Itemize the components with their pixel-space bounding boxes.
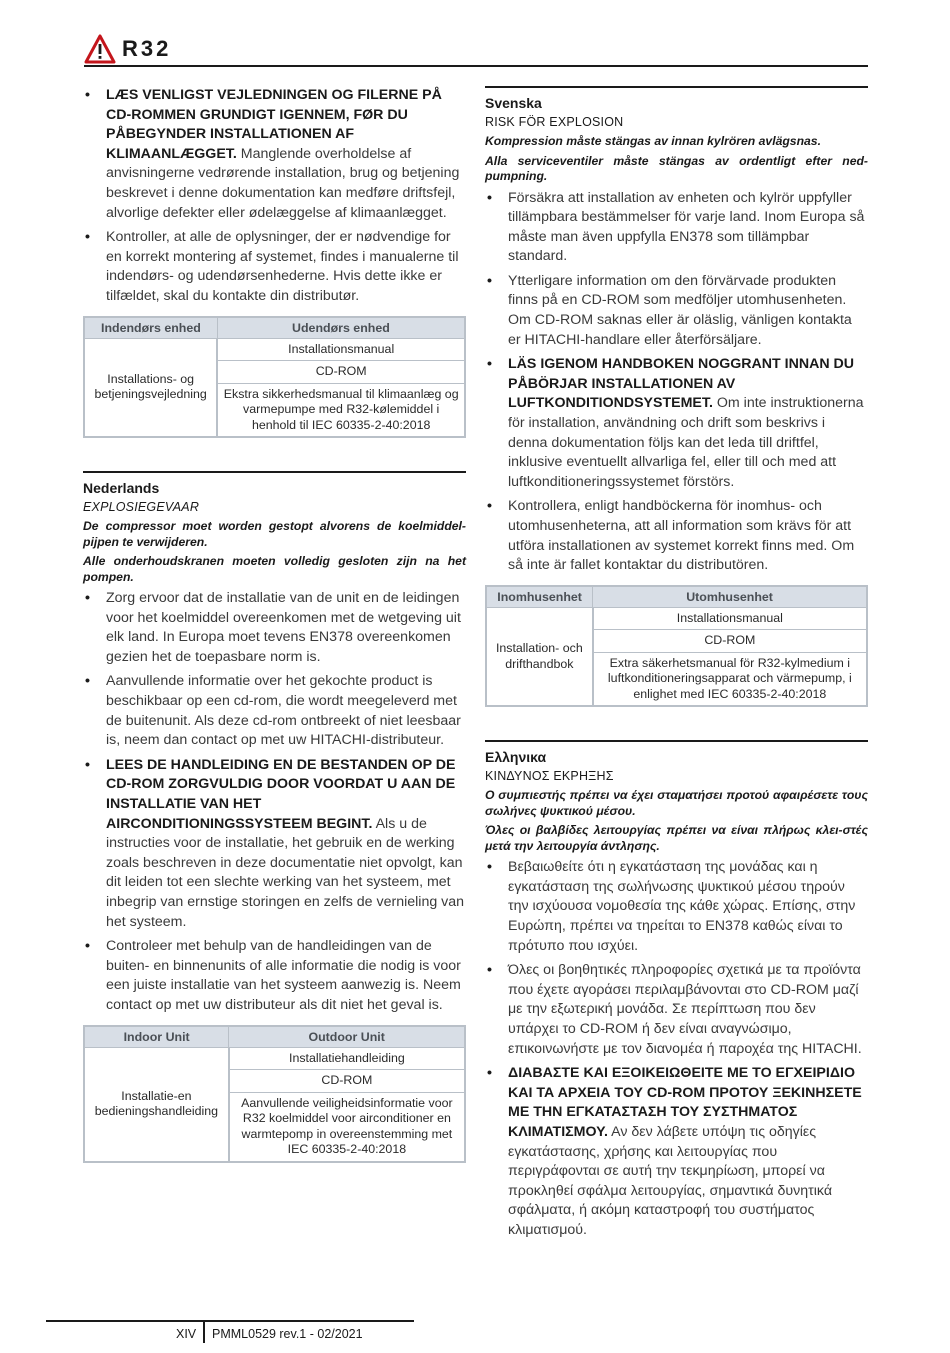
footer-divider: [203, 1321, 205, 1343]
warning-text: Alla serviceventiler måste stängas av ordentligt efter ned-pumpning.: [485, 153, 868, 183]
document-reference: PMML0529 rev.1 - 02/2021: [212, 1327, 363, 1341]
table-cell: CD-ROM: [217, 361, 465, 384]
table-cell: CD-ROM: [593, 630, 867, 653]
swedish-bullet-list: [485, 189, 868, 576]
table-header: Indendørs enhed: [84, 317, 217, 339]
warning-text: Όλες οι βαλβίδες λειτουργίας πρέπει να είναι πλήρως κλει-στές μετά την λειτουργία άντλησης.: [485, 823, 868, 853]
list-item: • Zorg ervoor dat de installatie van de unit en de leidingen voor het koelmiddel overeenkomen met de wetgeving uit elk land. In Europa moet tevens EN378 overeenkomen gezien het de toepasbare norm is.: [83, 589, 466, 667]
danish-manual-table: [83, 316, 466, 439]
table-header: Outdoor Unit: [229, 1026, 465, 1048]
page-number: XIV: [176, 1327, 197, 1341]
list-item: • ΔΙΑΒΑΣΤΕ ΚΑΙ ΕΞΟΙΚΕΙΩΘΕΙΤΕ ΜΕ ΤΟ ΕΓΧΕΙΡΙΔΙΟ ΚΑΙ ΤΑ ΑΡΧΕΙΑ ΤΟΥ CD-ROM ΠΡΟΤΟΥ ΞΕΚΙΝΗΣΕΤΕ ΜΕ ΤΗΝ ΕΓΚΑΤΑΣΤΑΣΗ ΤΟΥ ΣΥΣΤΗΜΑΤΟΣ ΚΛΙΜΑΤΙΣΜΟΥ. Αν δεν λάβετε υπόψη τις οδηγίες εγκατάστασης, χρήσης και λειτουργίας που περιγράφονται σε αυτή την τεκμηρίωση, μπορεί να προκληθεί σφάλμα λειτουργίας, σημαντικά δυνητικά σφάλματα, ή ακόμη καταστροφή του συστήματος κλιματισμού.: [485, 1064, 868, 1240]
risk-heading: RISK FÖR EXPLOSION: [485, 115, 624, 129]
right-column: [485, 86, 868, 1246]
greek-bullet-list: [485, 858, 868, 1240]
section-language-title: Nederlands: [83, 480, 160, 497]
section-language-title: Ελληνικα: [485, 749, 547, 766]
table-cell: Installationsmanual: [593, 607, 867, 630]
list-item: • Kontroller, at alle de oplysninger, der er nødvendige for en korrekt montering af systemet, findes i manualerne til indendørs- og udendørsenhederne. Hvis dette ikke er tilfældet, skal du kontakte din distributør.: [83, 228, 466, 306]
risk-heading: EXPLOSIEGEVAAR: [83, 500, 200, 515]
table-header: Inomhusenhet: [486, 586, 593, 608]
list-item: • LEES DE HANDLEIDING EN DE BESTANDEN OP DE CD-ROM ZORGVULDIG DOOR VOORDAT U AAN DE INSTALLATIE VAN HET AIRCONDITIONINGSSYSTEEM BEGINT. Als u de instructies voor de installatie, het gebruik en de werking zoals beschreven in deze documentatie niet opvolgt, kan dit leiden tot een slechte werking van het systeem, met inbegrip van ernstige storingen en zelfs de vernieling van het systeem.: [83, 756, 466, 932]
section-rule: [485, 86, 868, 88]
footer-rule: [46, 1320, 414, 1322]
warning-text: Kompression måste stängas av innan kylrören avlägsnas.: [485, 134, 821, 148]
section-language-title: Svenska: [485, 95, 542, 111]
list-item: • Aanvullende informatie over het gekochte product is beschikbaar op een cd-rom, die wordt meegeleverd met de buitenunit. Als deze cd-rom ontbreekt of niet leesbaar is, neem dan contact op met uw HITACHI-distributeur.: [83, 672, 466, 750]
header-rule: [84, 65, 868, 67]
table-cell: CD-ROM: [229, 1070, 465, 1093]
list-item: • Όλες οι βοηθητικές πληροφορίες σχετικά με τα προϊόντα που έχετε αγοράσει περιλαμβάνονται στο CD-ROM μαζί με την εξωτερική μονάδα. Σε περίπτωση που δεν υπάρχει το CD-ROM ή δεν είναι αναγνώσιμο, επικοινωνήστε με τον διανομέα ή παροχέα της HITACHI.: [485, 961, 868, 1059]
section-rule: [485, 740, 868, 742]
table-header: Indoor Unit: [84, 1026, 229, 1048]
table-cell: Extra säkerhetsmanual för R32-kylmedium i luftkonditioneringsapparat och värmepump, i enlighet med IEC 60335-2-40:2018: [593, 652, 867, 706]
table-header: Udendørs enhed: [217, 317, 465, 339]
list-item: • Ytterligare information om den förvärvade produkten finns på en CD-ROM som medföljer utomhusenheten. Om CD-ROM saknas eller är oläslig, vänligen kontakta er HITACHI-handlare eller återförsäljare.: [485, 272, 868, 350]
left-column: [83, 86, 466, 1163]
table-cell: Installations- og betjeningsvejledning: [84, 338, 217, 437]
table-cell: Installation- och drifthandbok: [486, 607, 593, 706]
risk-heading: ΚΙΝΔΥΝΟΣ ΕΚΡΗΞΗΣ: [485, 769, 614, 784]
table-cell: Aanvullende veiligheidsinformatie voor R32 koelmiddel voor airconditioner en warmtepomp in overeenstemming met IEC 60335-2-40:2018: [229, 1092, 465, 1162]
table-cell: Ekstra sikkerhedsmanual til klimaanlæg og varmepumpe med R32-kølemiddel i henhold til IEC 60335-2-40:2018: [217, 383, 465, 437]
warning-triangle-icon: [84, 34, 116, 64]
list-item: • Βεβαιωθείτε ότι η εγκατάσταση της μονάδας και η εγκατάσταση της σωλήνωσης ψυκτικού μέσου τηρούν την ισχύουσα νομοθεσία της κάθε χώρας. Επίσης, στην Ευρώπη, πρέπει να τηρείται το EN378 καθώς είναι το πρότυπο που ισχύει.: [485, 858, 868, 956]
swedish-manual-table: [485, 585, 868, 708]
table-header: Utomhusenhet: [593, 586, 867, 608]
list-item: • Försäkra att installation av enheten och kylrör uppfyller tillämpbara bestämmelser för varje land. Inom Europa så måste man även uppfylla EN378 som tillämpbar standard.: [485, 189, 868, 267]
danish-bullet-list: [83, 86, 466, 307]
list-item: • Kontrollera, enligt handböckerna för inomhus- och utomhusenheterna, att all information som krävs för att utföra installationen av systemet korrekt finns med. Om så inte är fallet kontaktar du distributören.: [485, 497, 868, 575]
list-item: • LÄS IGENOM HANDBOKEN NOGGRANT INNAN DU PÅBÖRJAR INSTALLATIONEN AV LUFTKONDITIONDSYSTEMET. Om inte instruktionerna för installation, användning och drift som beskrivs i denna dokumentation följs kan det leda till driftfel, inklusive eventuellt allvarliga fel, eller till och med att luftkonditioneringssystemet förstörs.: [485, 355, 868, 492]
warning-text: Alle onderhoudskranen moeten volledig gesloten zijn na het pompen.: [83, 554, 466, 584]
dutch-manual-table: [83, 1025, 466, 1163]
list-item: • LÆS VENLIGST VEJLEDNINGEN OG FILERNE PÅ CD-ROMMEN GRUNDIGT IGENNEM, FØR DU PÅBEGYNDER INSTALLATIONEN AF KLIMAANLÆGGET. Manglende overholdelse af anvisningerne vedrørende installation, brug og betjening beskrevet i denne dokumentation kan medføre driftsfejl, alvorlige defekter eller ødelæggelse af klimaanlægget.: [83, 86, 466, 223]
table-cell: Installationsmanual: [217, 338, 465, 361]
table-cell: Installatiehandleiding: [229, 1047, 465, 1070]
dutch-bullet-list: [83, 589, 466, 1015]
refrigerant-title: R32: [122, 36, 172, 61]
table-cell: Installatie-en bedieningshandleiding: [84, 1047, 229, 1162]
list-item: • Controleer met behulp van de handleidingen van de buiten- en binnenunits of alle informatie die nodig is voor een juiste installatie van het systeem aanwezig is. Neem contact op met uw distributeur als dit niet het geval is.: [83, 937, 466, 1015]
warning-text: De compressor moet worden gestopt alvorens de koelmiddel-pijpen te verwijderen.: [83, 519, 466, 549]
page-header: [84, 34, 868, 66]
warning-text: Ο συμπιεστής πρέπει να έχει σταματήσει προτού αφαιρέσετε τους σωλήνες ψυκτικού μέσου.: [485, 788, 868, 818]
section-rule: [83, 471, 466, 473]
